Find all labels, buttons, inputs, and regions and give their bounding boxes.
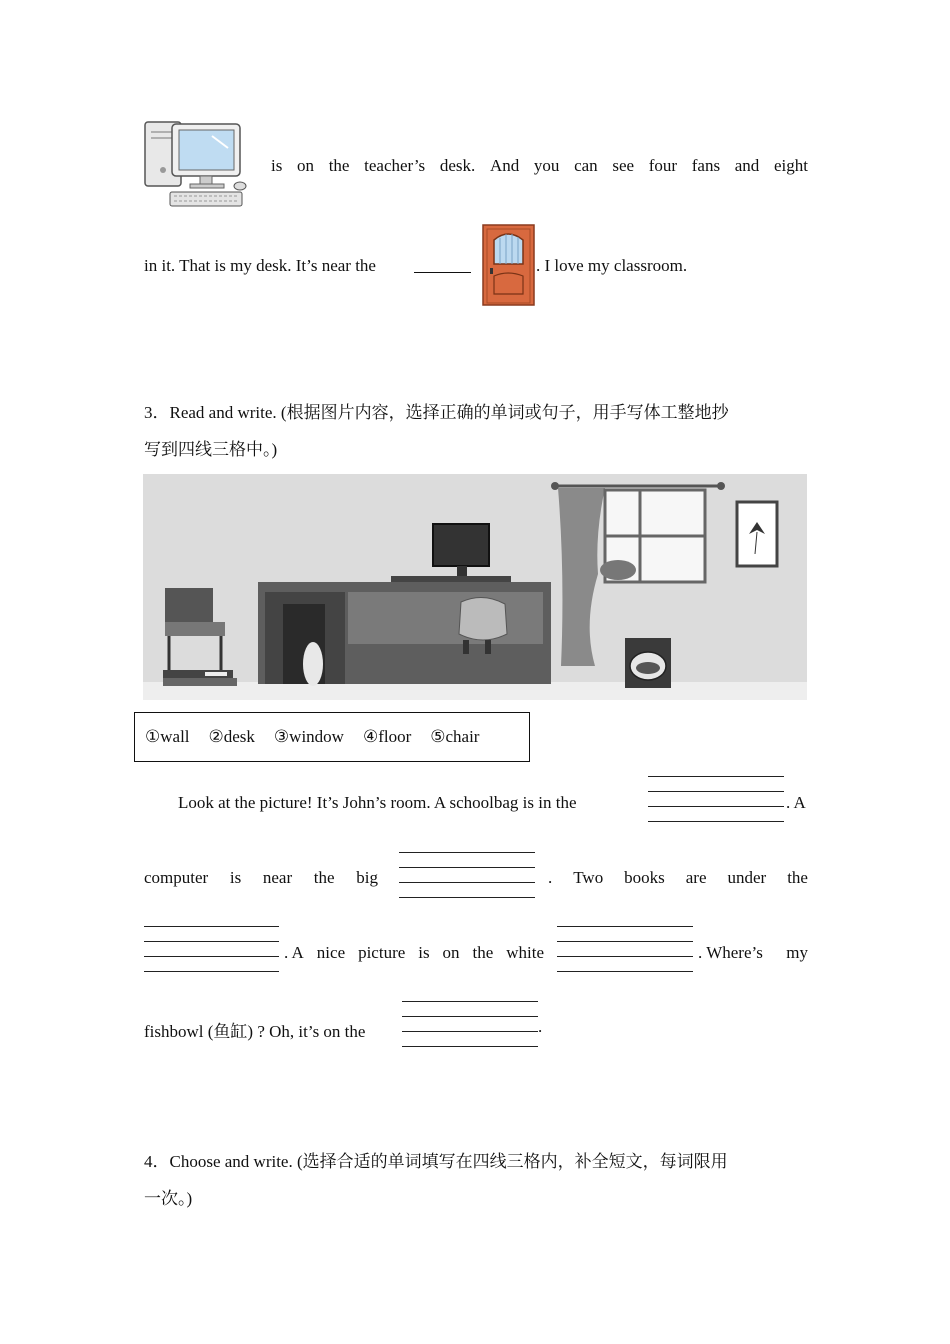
- passage-line-1: is on the teacher’s desk. And you can see four fans and eight: [271, 156, 808, 175]
- q3-line-4-end: .: [538, 1017, 543, 1036]
- q3-title-cont: 写到四线三格中。): [144, 440, 278, 459]
- door-picture: [482, 224, 535, 306]
- q3-line-1: Look at the picture! It’s John’s room. A schoolbag is in the: [178, 793, 577, 812]
- four-line-blank-1[interactable]: [648, 776, 784, 822]
- q4-title-cont: 一次。): [144, 1189, 193, 1208]
- q3-line-1-end: . A: [786, 793, 806, 812]
- q3-line-4: fishbowl (鱼缸) ? Oh, it’s on the: [144, 1022, 366, 1041]
- option-chair: ⑤chair: [430, 727, 480, 746]
- q3-line-2-start: computer is near the big: [144, 868, 378, 887]
- word-options-box: [134, 712, 530, 762]
- four-line-blank-4[interactable]: [557, 926, 693, 972]
- q3-line-2-end: . Two books are under the: [548, 868, 808, 887]
- q4-title: 4．Choose and write. (选择合适的单词填写在四线三格内，补全短文，每词限用: [144, 1152, 728, 1171]
- q3-line-3-mid: . A nice picture is on the white: [284, 943, 544, 962]
- passage-line-2-end: . I love my classroom.: [536, 256, 688, 275]
- four-line-blank-3[interactable]: [144, 926, 279, 972]
- room-photo: [143, 474, 807, 700]
- passage-line-2: in it. That is my desk. It’s near the: [144, 256, 376, 275]
- option-floor: ④floor: [362, 727, 412, 746]
- option-desk: ②desk: [208, 727, 255, 746]
- option-window: ③window: [273, 727, 344, 746]
- option-wall: ①wall: [145, 727, 190, 746]
- computer-picture: [142, 118, 250, 210]
- q3-line-3-end: . Where’s my: [698, 943, 808, 962]
- door-blank[interactable]: [414, 258, 471, 273]
- four-line-blank-2[interactable]: [399, 852, 535, 898]
- four-line-blank-5[interactable]: [402, 1001, 538, 1047]
- q3-title: 3．Read and write. (根据图片内容，选择正确的单词或句子，用手写体工整地抄: [144, 403, 729, 422]
